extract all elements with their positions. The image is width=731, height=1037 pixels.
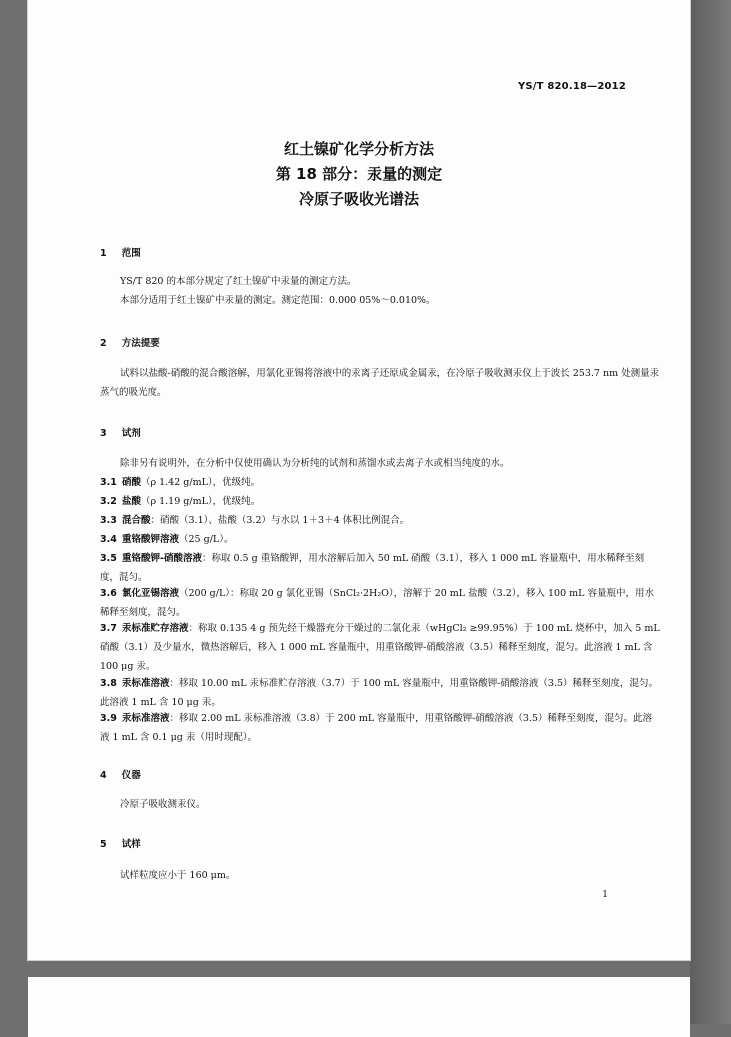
title-line-1: 红土镍矿化学分析方法 <box>283 140 434 158</box>
item-text: （ρ 1.42 g/mL），优级纯。 <box>141 477 261 488</box>
item-text: ：硝酸（3.1）、盐酸（3.2）与水以 1＋3＋4 体积比例混合。 <box>150 515 410 526</box>
item-number: 3.4 <box>100 534 117 545</box>
reagent-item <box>100 530 660 549</box>
section-1-paragraph-2: 本部分适用于红土镍矿中汞量的测定。测定范围：0.000 05%～0.010%。 <box>120 295 436 306</box>
reagent-item <box>100 511 660 530</box>
reagent-item <box>100 709 660 747</box>
section-4-heading <box>100 763 141 782</box>
item-label: 汞标准贮存溶液 <box>122 623 189 634</box>
section-number: 2 <box>100 338 107 349</box>
section-3-intro: 除非另有说明外，在分析中仅使用确认为分析纯的试剂和蒸馏水或去离子水或相当纯度的水。 <box>120 458 510 469</box>
viewer-background <box>690 0 731 1024</box>
reagent-item <box>100 619 660 676</box>
section-number: 5 <box>100 839 107 850</box>
item-text: ：称取 0.135 4 g 预先经干燥器充分干燥过的二氯化汞（wHgCl₂ ≥99.95%）于 100 mL 烧杯中，加入 5 mL 硝酸（3.1）及少量水，微热溶解后，移入 1 000 mL 容量瓶中，用重铬酸钾-硝酸溶液（3.5）稀释至刻度，混匀。此溶液 1 mL 含 100 μg 汞。 <box>100 623 660 672</box>
section-5-heading <box>100 832 141 851</box>
item-label: 汞标准溶液 <box>122 713 170 724</box>
item-number: 3.2 <box>100 496 117 507</box>
reagent-item <box>100 473 660 492</box>
reagent-item <box>100 492 660 511</box>
reagent-item <box>100 674 660 712</box>
item-text: ：移取 10.00 mL 汞标准贮存溶液（3.7）于 100 mL 容量瓶中，用重铬酸钾-硝酸溶液（3.5）稀释至刻度，混匀。此溶液 1 mL 含 10 μg 汞。 <box>100 678 659 708</box>
section-title: 试剂 <box>121 428 141 439</box>
section-5-paragraph: 试样粒度应小于 160 μm。 <box>120 870 236 881</box>
reagent-item <box>100 584 660 622</box>
section-title: 范围 <box>121 248 141 259</box>
item-number: 3.1 <box>100 477 117 488</box>
next-page <box>28 977 690 1037</box>
item-label: 重铬酸钾-硝酸溶液 <box>122 553 202 564</box>
document-page <box>28 0 690 960</box>
item-label: 硝酸 <box>122 477 142 488</box>
section-title: 仪器 <box>121 770 141 781</box>
item-number: 3.7 <box>100 623 117 634</box>
item-number: 3.3 <box>100 515 117 526</box>
section-4-paragraph: 冷原子吸收测汞仪。 <box>120 799 206 810</box>
item-label: 盐酸 <box>122 496 142 507</box>
section-2-paragraph: 试料以盐酸-硝酸的混合酸溶解，用氯化亚锡将溶液中的汞离子还原成金属汞，在冷原子吸收测汞仪上于波长 253.7 nm 处测量汞蒸气的吸光度。 <box>100 368 660 398</box>
title-line-3: 冷原子吸收光谱法 <box>298 190 419 208</box>
standard-code: YS/T 820.18—2012 <box>517 81 626 92</box>
section-1-heading <box>100 241 141 260</box>
item-label: 汞标准溶液 <box>122 678 170 689</box>
page-number: 1 <box>602 890 608 900</box>
item-number: 3.9 <box>100 713 117 724</box>
item-number: 3.6 <box>100 588 117 599</box>
item-number: 3.5 <box>100 553 117 564</box>
title-line-2: 第 18 部分：汞量的测定 <box>275 165 443 183</box>
section-number: 4 <box>100 770 107 781</box>
section-number: 3 <box>100 428 107 439</box>
section-1-paragraph-1: YS/T 820 的本部分规定了红土镍矿中汞量的测定方法。 <box>120 276 357 287</box>
section-title: 方法提要 <box>121 338 160 349</box>
item-number: 3.8 <box>100 678 117 689</box>
section-number: 1 <box>100 248 107 259</box>
item-label: 混合酸 <box>122 515 151 526</box>
section-title: 试样 <box>121 839 141 850</box>
item-text: （200 g/L）：称取 20 g 氯化亚锡（SnCl₂·2H₂O），溶解于 20 mL 盐酸（3.2），移入 100 mL 容量瓶中，用水稀释至刻度，混匀。 <box>100 588 655 618</box>
section-3-heading <box>100 421 141 440</box>
item-text: ：称取 0.5 g 重铬酸钾，用水溶解后加入 50 mL 硝酸（3.1），移入 1 000 mL 容量瓶中，用水稀释至刻度，混匀。 <box>100 553 645 583</box>
reagent-item <box>100 549 660 587</box>
item-text: ：移取 2.00 mL 汞标准溶液（3.8）于 200 mL 容量瓶中，用重铬酸钾-硝酸溶液（3.5）稀释至刻度，混匀。此溶液 1 mL 含 0.1 μg 汞（用时现配）。 <box>100 713 652 743</box>
item-text: （ρ 1.19 g/mL），优级纯。 <box>141 496 261 507</box>
item-label: 氯化亚锡溶液 <box>122 588 180 599</box>
item-label: 重铬酸钾溶液 <box>122 534 180 545</box>
section-2-heading <box>100 331 160 350</box>
item-text: （25 g/L）。 <box>179 534 234 545</box>
